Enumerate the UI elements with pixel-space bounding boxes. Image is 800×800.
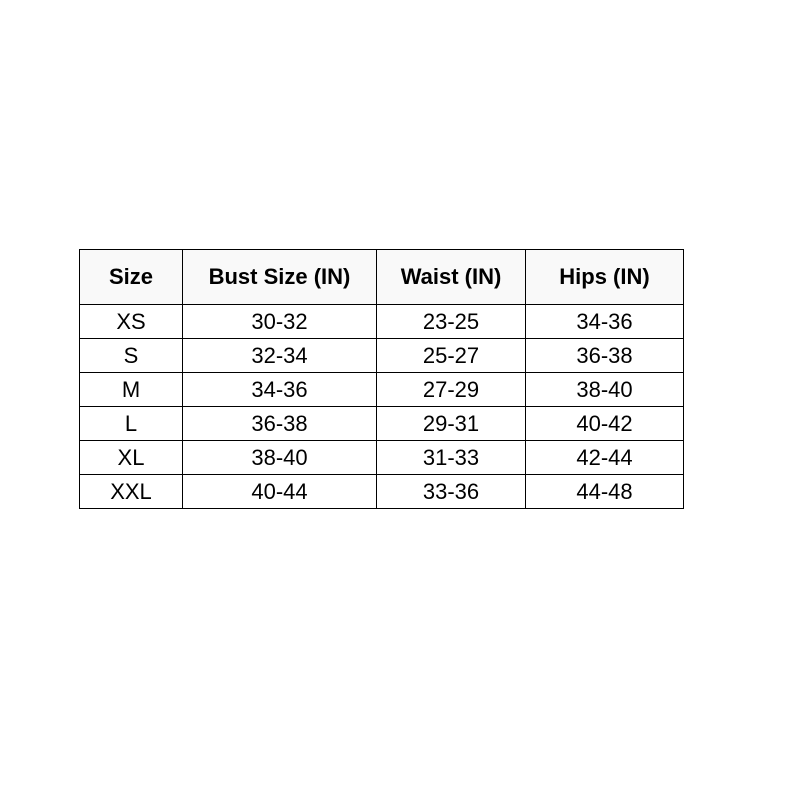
- cell-bust: 34-36: [183, 373, 377, 407]
- cell-bust: 30-32: [183, 305, 377, 339]
- cell-bust: 38-40: [183, 441, 377, 475]
- cell-waist: 27-29: [377, 373, 526, 407]
- cell-hips: 38-40: [526, 373, 684, 407]
- cell-waist: 29-31: [377, 407, 526, 441]
- table-row: [80, 373, 684, 407]
- cell-bust: 32-34: [183, 339, 377, 373]
- cell-bust: 40-44: [183, 475, 377, 509]
- table-row: [80, 305, 684, 339]
- cell-bust: 36-38: [183, 407, 377, 441]
- cell-size: S: [80, 339, 183, 373]
- table-row: [80, 339, 684, 373]
- cell-size: XS: [80, 305, 183, 339]
- cell-waist: 31-33: [377, 441, 526, 475]
- cell-size: XL: [80, 441, 183, 475]
- table-row: [80, 475, 684, 509]
- cell-waist: 25-27: [377, 339, 526, 373]
- cell-size: XXL: [80, 475, 183, 509]
- cell-size: L: [80, 407, 183, 441]
- size-chart-table: [79, 249, 684, 509]
- header-size: Size: [80, 250, 183, 305]
- cell-hips: 36-38: [526, 339, 684, 373]
- table-row: [80, 407, 684, 441]
- header-waist: Waist (IN): [377, 250, 526, 305]
- header-bust: Bust Size (IN): [183, 250, 377, 305]
- table-row: [80, 441, 684, 475]
- cell-hips: 44-48: [526, 475, 684, 509]
- cell-waist: 33-36: [377, 475, 526, 509]
- cell-hips: 40-42: [526, 407, 684, 441]
- header-row: [80, 250, 684, 305]
- cell-hips: 42-44: [526, 441, 684, 475]
- cell-waist: 23-25: [377, 305, 526, 339]
- header-hips: Hips (IN): [526, 250, 684, 305]
- cell-hips: 34-36: [526, 305, 684, 339]
- cell-size: M: [80, 373, 183, 407]
